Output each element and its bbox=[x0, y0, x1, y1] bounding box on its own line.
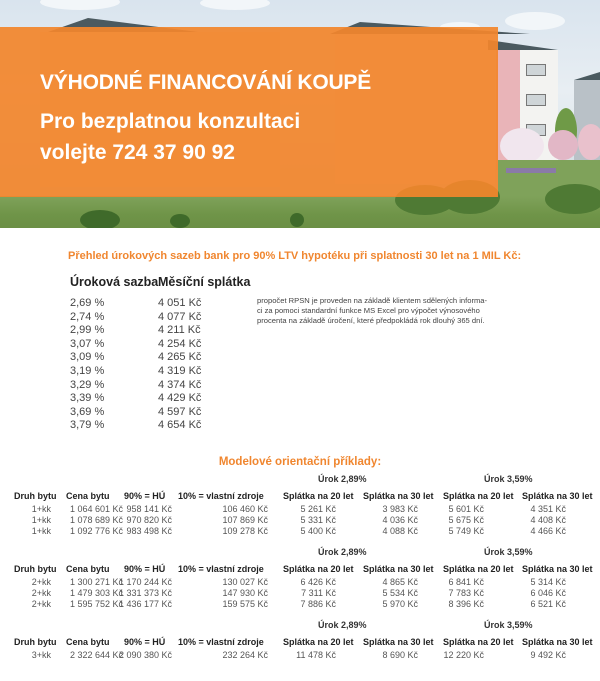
table-cell: 8 690 Kč bbox=[382, 650, 418, 660]
interest-rate-label: Úrok 3,59% bbox=[484, 620, 533, 630]
rate-value: 3,29 % bbox=[70, 378, 105, 391]
table-cell: 7 311 Kč bbox=[301, 588, 336, 598]
table-cell: 5 749 Kč bbox=[448, 526, 484, 536]
table-cell: 159 575 Kč bbox=[222, 599, 268, 609]
table-cell: 6 521 Kč bbox=[530, 599, 566, 609]
table-cell: 1 300 271 Kč bbox=[69, 577, 123, 587]
example-table bbox=[0, 620, 600, 661]
table-cell: 6 426 Kč bbox=[300, 577, 336, 587]
table-row bbox=[0, 526, 600, 537]
table-cell: 1 170 244 Kč bbox=[118, 577, 172, 587]
table-row bbox=[0, 504, 600, 515]
table-cell: 5 675 Kč bbox=[448, 515, 484, 525]
table-cell: 1 092 776 Kč bbox=[69, 526, 123, 536]
rate-value: 2,74 % bbox=[70, 310, 105, 323]
interest-rate-label: Úrok 3,59% bbox=[484, 547, 533, 557]
example-table bbox=[0, 547, 600, 610]
table-cell: 4 466 Kč bbox=[530, 526, 566, 536]
table-cell: 5 601 Kč bbox=[448, 504, 484, 514]
table-cell: 6 841 Kč bbox=[448, 577, 484, 587]
payment-value: 4 077 Kč bbox=[158, 310, 202, 323]
rates-col-payment: Měsíční splátka bbox=[158, 275, 251, 289]
blossom-tree bbox=[500, 128, 544, 164]
note-line: propočet RPSN je proveden na základě klientem sdělených informa- bbox=[257, 296, 488, 305]
table-cell: 4 088 Kč bbox=[382, 526, 418, 536]
payment-value: 4 211 Kč bbox=[158, 324, 201, 337]
table-cell: 1 078 689 Kč bbox=[69, 515, 123, 525]
table-cell: 4 865 Kč bbox=[382, 577, 418, 587]
examples-heading: Modelové orientační příklady: bbox=[218, 456, 382, 468]
table-cell: 1 331 373 Kč bbox=[118, 588, 172, 598]
table-cell: 107 869 Kč bbox=[222, 515, 268, 525]
table-cell: 1+kk bbox=[31, 504, 51, 514]
table-cell: 147 930 Kč bbox=[222, 588, 268, 598]
rate-row bbox=[70, 406, 230, 420]
interest-rate-label: Úrok 2,89% bbox=[318, 620, 367, 630]
payment-value: 4 597 Kč bbox=[158, 405, 202, 418]
rate-value: 2,99 % bbox=[70, 324, 105, 337]
bush bbox=[170, 214, 190, 228]
rate-value: 3,39 % bbox=[70, 392, 105, 405]
rate-row bbox=[70, 419, 230, 433]
table-cell: 7 783 Kč bbox=[448, 588, 484, 598]
table-cell: 1 595 752 Kč bbox=[69, 599, 123, 609]
table-cell: 11 478 Kč bbox=[296, 650, 336, 660]
table-cell: 2 322 644 Kč bbox=[69, 650, 123, 660]
rate-value: 3,09 % bbox=[70, 351, 105, 364]
rate-row bbox=[70, 392, 230, 406]
table-cell: 7 886 Kč bbox=[300, 599, 336, 609]
bush bbox=[80, 210, 120, 228]
payment-value: 4 654 Kč bbox=[158, 419, 202, 432]
table-cell: 5 261 Kč bbox=[300, 504, 336, 514]
table-cell: 1 064 601 Kč bbox=[69, 504, 123, 514]
rate-value: 3,79 % bbox=[70, 419, 105, 432]
rate-value: 3,07 % bbox=[70, 337, 105, 350]
cloud bbox=[40, 0, 120, 10]
table-cell: 5 970 Kč bbox=[382, 599, 418, 609]
table-cell: 109 278 Kč bbox=[222, 526, 268, 536]
column-header: Druh bytu bbox=[14, 491, 57, 501]
rpsn-note bbox=[257, 296, 547, 326]
rates-col-rate: Úroková sazba bbox=[70, 275, 159, 289]
rate-value: 3,69 % bbox=[70, 405, 105, 418]
table-row bbox=[0, 599, 600, 610]
table-cell: 5 534 Kč bbox=[382, 588, 418, 598]
table-cell: 5 400 Kč bbox=[300, 526, 336, 536]
column-header: Druh bytu bbox=[14, 564, 57, 574]
table-cell: 2+kk bbox=[31, 599, 51, 609]
rate-row bbox=[70, 324, 230, 338]
bush bbox=[290, 213, 304, 227]
table-cell: 1 479 303 Kč bbox=[69, 588, 123, 598]
column-header: Splátka na 30 let bbox=[363, 637, 434, 647]
table-cell: 970 820 Kč bbox=[126, 515, 172, 525]
table-cell: 5 314 Kč bbox=[530, 577, 566, 587]
table-cell: 106 460 Kč bbox=[222, 504, 268, 514]
note-line: procenta na základě úročení, které předpokládá rok dlouhý 365 dní. bbox=[257, 316, 485, 325]
column-header: 10% = vlastní zdroje bbox=[178, 564, 264, 574]
bush bbox=[545, 184, 600, 214]
table-cell: 3+kk bbox=[31, 650, 51, 660]
column-header: Druh bytu bbox=[14, 637, 57, 647]
balcony bbox=[526, 64, 546, 76]
flower-bed bbox=[506, 168, 556, 173]
table-cell: 1+kk bbox=[31, 526, 51, 536]
table-cell: 4 036 Kč bbox=[382, 515, 418, 525]
column-header: Splátka na 30 let bbox=[522, 637, 593, 647]
column-header: Splátka na 30 let bbox=[522, 491, 593, 501]
roof bbox=[574, 72, 600, 80]
note-line: ci za pomoci standardní funkce MS Excel pro výpočet výnosového bbox=[257, 306, 480, 315]
table-cell: 958 141 Kč bbox=[126, 504, 172, 514]
table-cell: 9 492 Kč bbox=[530, 650, 566, 660]
rate-row bbox=[70, 351, 230, 365]
table-cell: 1+kk bbox=[31, 515, 51, 525]
payment-value: 4 051 Kč bbox=[158, 297, 202, 309]
table-cell: 3 983 Kč bbox=[382, 504, 418, 514]
column-header: 10% = vlastní zdroje bbox=[178, 491, 264, 501]
column-header: Cena bytu bbox=[66, 637, 110, 647]
table-cell: 130 027 Kč bbox=[222, 577, 268, 587]
hero-phone-text[interactable]: volejte 724 37 90 92 bbox=[40, 141, 235, 164]
interest-rate-label: Úrok 3,59% bbox=[484, 474, 533, 484]
table-cell: 6 046 Kč bbox=[530, 588, 566, 598]
column-header: 10% = vlastní zdroje bbox=[178, 637, 264, 647]
table-cell: 983 498 Kč bbox=[126, 526, 172, 536]
column-header: Cena bytu bbox=[66, 564, 110, 574]
rate-row bbox=[70, 311, 230, 325]
table-cell: 2+kk bbox=[31, 577, 51, 587]
hero-title: VÝHODNÉ FINANCOVÁNÍ KOUPĚ bbox=[40, 71, 372, 94]
column-header: 90% = HÚ bbox=[124, 564, 166, 574]
rates-list bbox=[70, 297, 230, 433]
rate-row bbox=[70, 379, 230, 393]
payment-value: 4 374 Kč bbox=[158, 378, 202, 391]
payment-value: 4 254 Kč bbox=[158, 337, 202, 350]
column-header: Splátka na 30 let bbox=[363, 491, 434, 501]
roof bbox=[488, 40, 558, 50]
column-header: Splátka na 30 let bbox=[363, 564, 434, 574]
column-header: Splátka na 20 let bbox=[283, 564, 354, 574]
rate-value: 3,19 % bbox=[70, 364, 105, 377]
table-cell: 2 090 380 Kč bbox=[118, 650, 172, 660]
table-cell: 2+kk bbox=[31, 588, 51, 598]
hero-consultation-text: Pro bezplatnou konzultaci bbox=[40, 110, 301, 133]
interest-rate-label: Úrok 2,89% bbox=[318, 547, 367, 557]
table-cell: 5 331 Kč bbox=[300, 515, 336, 525]
table-cell: 8 396 Kč bbox=[448, 599, 484, 609]
column-header: 90% = HÚ bbox=[124, 491, 166, 501]
table-cell: 1 436 177 Kč bbox=[118, 599, 172, 609]
table-row bbox=[0, 577, 600, 588]
interest-rate-label: Úrok 2,89% bbox=[318, 474, 367, 484]
table-row bbox=[0, 650, 600, 661]
column-header: Splátka na 20 let bbox=[283, 491, 354, 501]
rate-row bbox=[70, 365, 230, 379]
rate-value: 2,69 % bbox=[70, 297, 105, 309]
blossom-tree bbox=[548, 130, 578, 160]
table-cell: 4 351 Kč bbox=[530, 504, 566, 514]
table-row bbox=[0, 515, 600, 526]
table-row bbox=[0, 588, 600, 599]
rate-row bbox=[70, 338, 230, 352]
table-cell: 232 264 Kč bbox=[222, 650, 268, 660]
table-cell: 12 220 Kč bbox=[443, 650, 484, 660]
payment-value: 4 319 Kč bbox=[158, 364, 202, 377]
column-header: 90% = HÚ bbox=[124, 637, 166, 647]
column-header: Splátka na 30 let bbox=[522, 564, 593, 574]
blossom-tree bbox=[578, 124, 600, 160]
hero-banner bbox=[0, 0, 600, 228]
column-header: Cena bytu bbox=[66, 491, 110, 501]
cloud bbox=[200, 0, 270, 10]
column-header: Splátka na 20 let bbox=[283, 637, 354, 647]
table-cell: 4 408 Kč bbox=[530, 515, 566, 525]
column-header: Splátka na 20 let bbox=[443, 637, 514, 647]
rate-row bbox=[70, 297, 230, 311]
payment-value: 4 429 Kč bbox=[158, 392, 202, 405]
rates-heading: Přehled úrokových sazeb bank pro 90% LTV hypotéku při splatnosti 30 let na 1 MIL Kč: bbox=[68, 250, 522, 262]
payment-value: 4 265 Kč bbox=[158, 351, 202, 364]
column-header: Splátka na 20 let bbox=[443, 491, 514, 501]
balcony bbox=[526, 94, 546, 106]
example-table bbox=[0, 474, 600, 537]
column-header: Splátka na 20 let bbox=[443, 564, 514, 574]
